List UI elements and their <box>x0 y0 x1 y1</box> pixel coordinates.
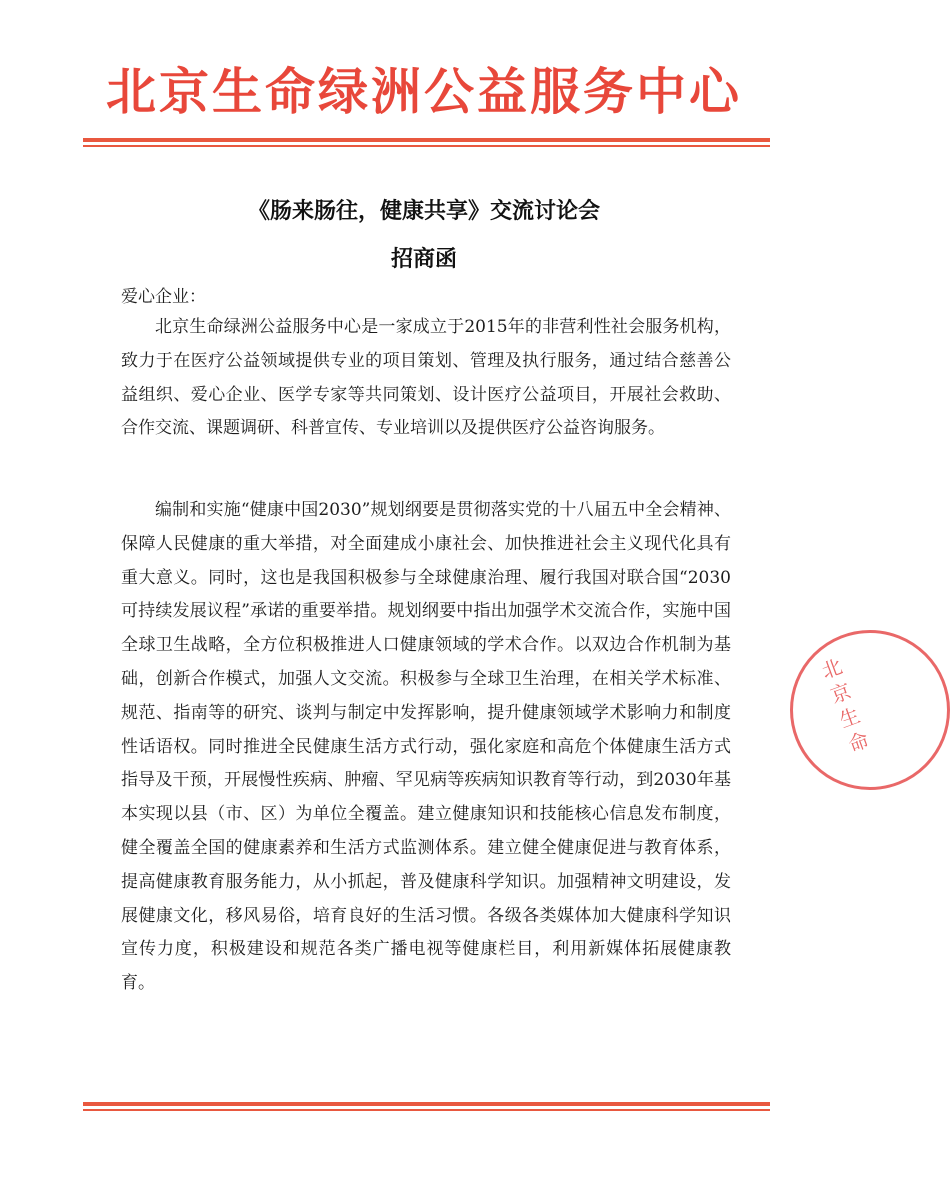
footer-divider-thick <box>83 1102 770 1106</box>
official-seal-text: 北京生命 <box>818 654 873 757</box>
official-seal <box>790 630 950 790</box>
document-subtitle: 招商函 <box>390 246 457 272</box>
footer-divider-thin <box>83 1109 770 1111</box>
salutation: 爱心企业： <box>121 287 206 307</box>
letterhead-divider-thick <box>83 138 770 142</box>
body-paragraph-policy: 编制和实施“健康中国2030”规划纲要是贯彻落实党的十八届五中全会精神、保障人民健康的重大举措，对全面建成小康社会、加快推进社会主义现代化具有重大意义。同时，这也是我国积极参与全球健康治理、履行我国对联合国“2030可持续发展议程”承诺的重要举措。规划纲要中指出加强学术交流合作，实施中国全球卫生战略，全方位积极推进人口健康领域的学术合作。以双边合作机制为基础，创新合作模式，加强人文交流。积极参与全球卫生治理，在相关学术标准、规范、指南等的研究、谈判与制定中发挥影响，提升健康领域学术影响力和制度性话语权。同时推进全民健康生活方式行动，强化家庭和高危个体健康生活方式指导及干预，开展慢性疾病、肿瘤、罕见病等疾病知识教育等行动，到2030年基本实现以县（市、区）为单位全覆盖。建立健康知识和技能核心信息发布制度，健全覆盖全国的健康素养和生活方式监测体系。建立健全健康促进与教育体系，提高健康教育服务能力，从小抓起，普及健康科学知识。加强精神文明建设，发展健康文化，移风易俗，培育良好的生活习惯。各级各类媒体加大健康科学知识宣传力度，积极建设和规范各类广播电视等健康栏目，利用新媒体拓展健康教育。 <box>121 500 731 994</box>
letterhead-org-name: 北京生命绿洲公益服务中心 <box>106 63 742 121</box>
body-paragraph-intro: 北京生命绿洲公益服务中心是一家成立于2015年的非营利性社会服务机构，致力于在医疗公益领域提供专业的项目策划、管理及执行服务，通过结合慈善公益组织、爱心企业、医学专家等共同策划、设计医疗公益项目，开展社会救助、合作交流、课题调研、科普宣传、专业培训以及提供医疗公益咨询服务。 <box>121 317 731 439</box>
letterhead-divider-thin <box>83 145 770 147</box>
document-title: 《肠来肠往，健康共享》交流讨论会 <box>247 198 600 224</box>
